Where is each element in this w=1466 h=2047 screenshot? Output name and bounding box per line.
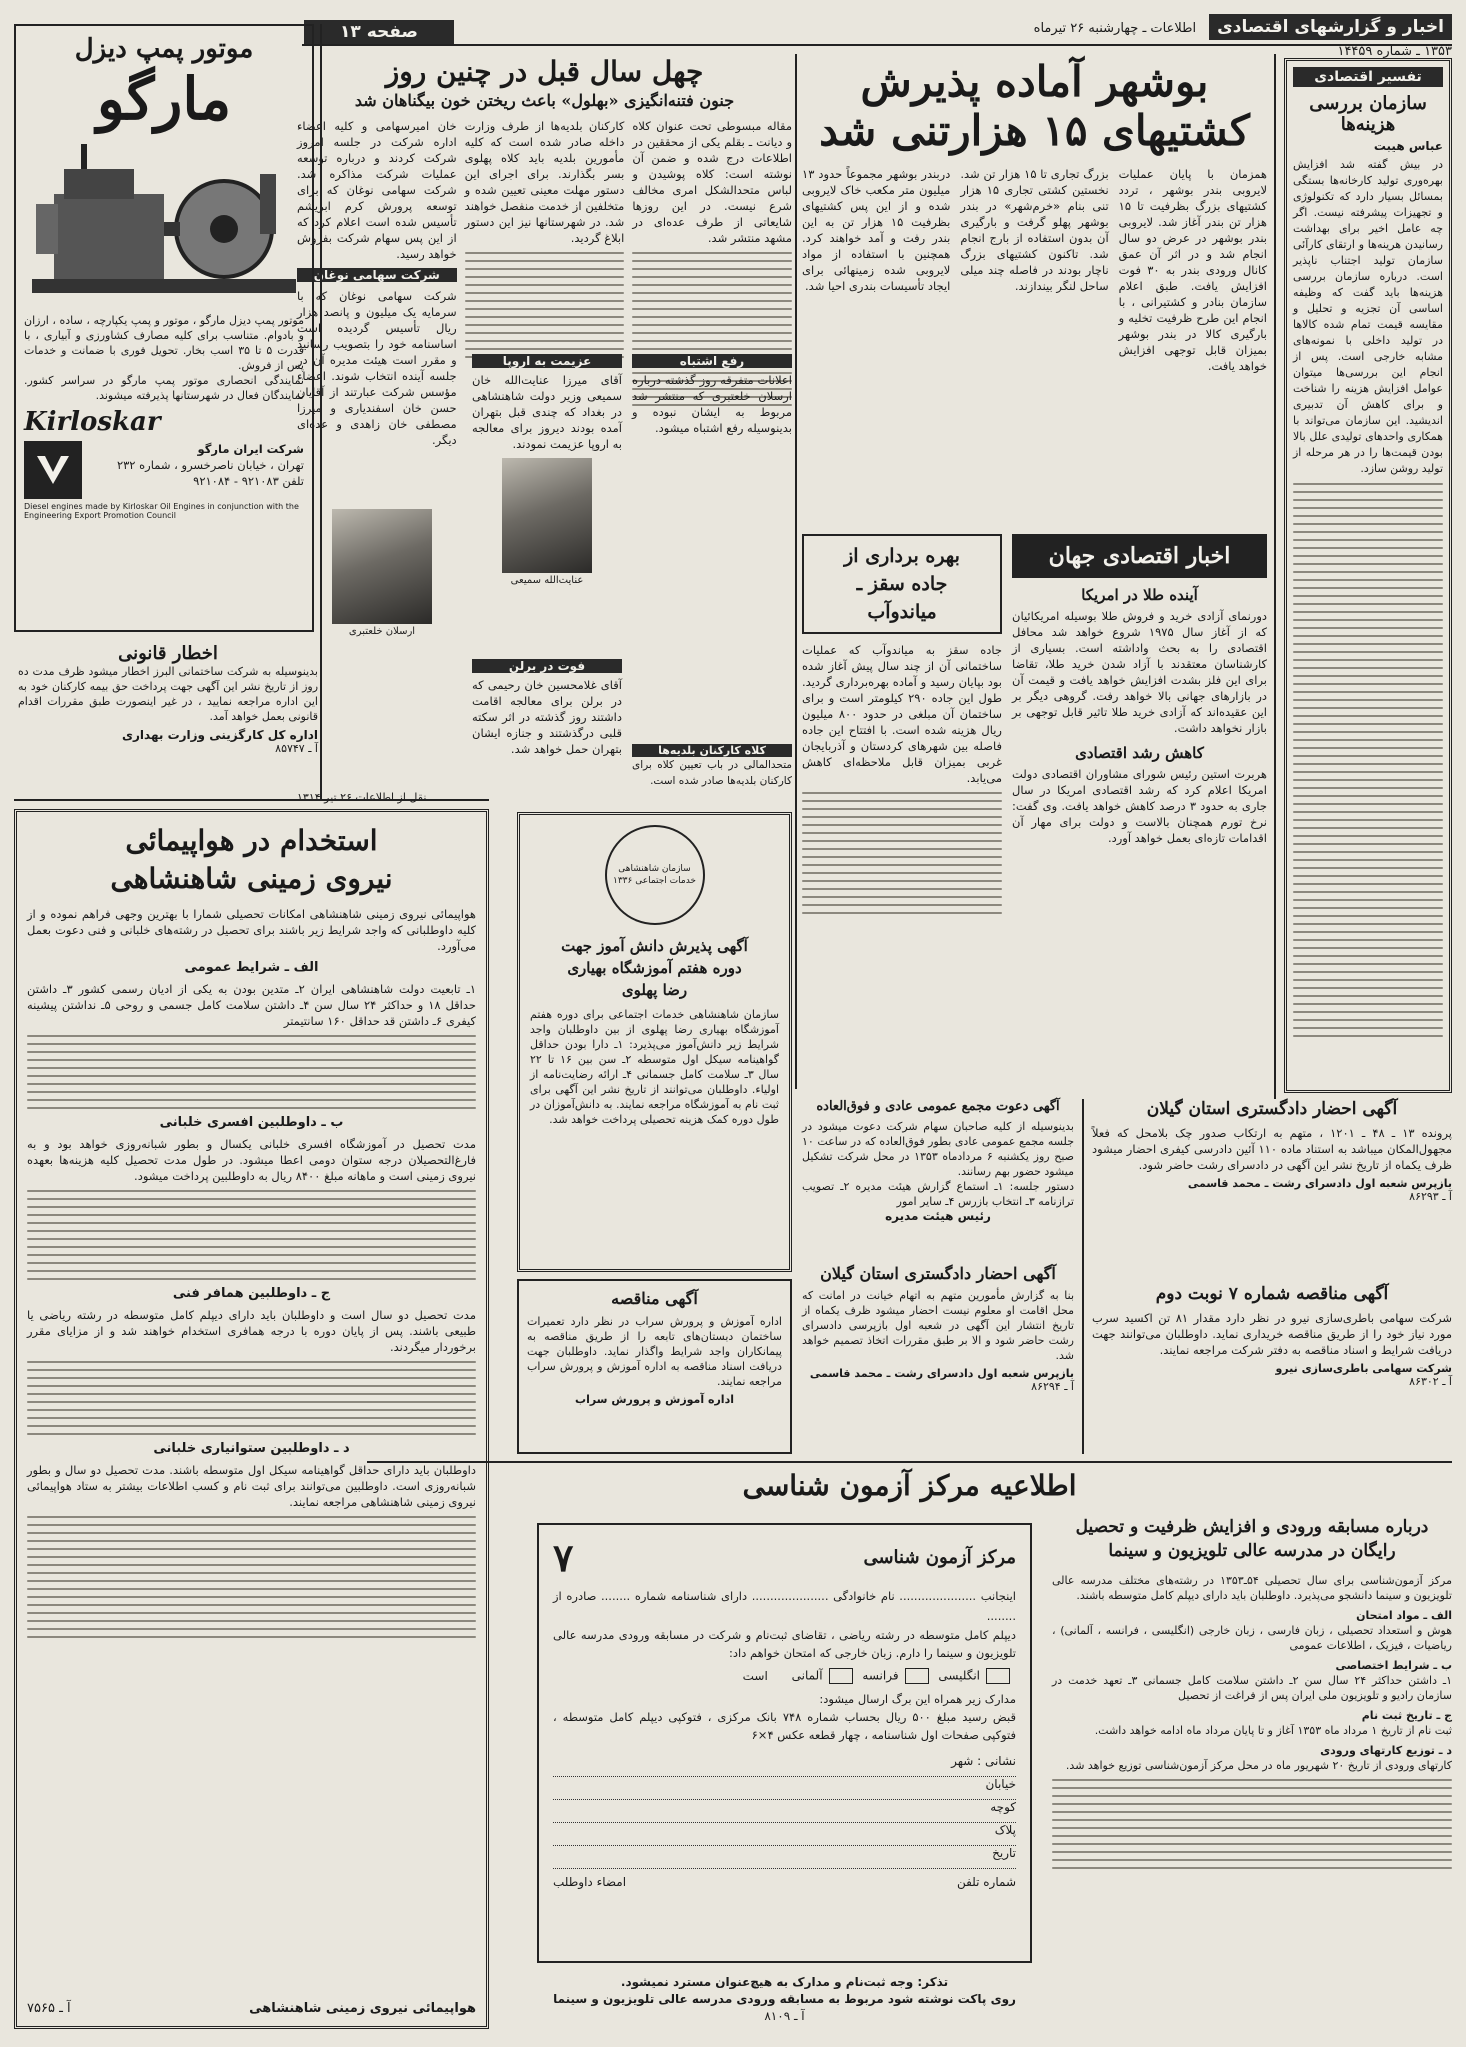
lang-suffix: است bbox=[742, 1668, 768, 1683]
commentary-label: تفسیر اقتصادی bbox=[1293, 67, 1443, 87]
road-title-2: جاده سقز ـ bbox=[856, 573, 948, 595]
portrait-photo-samiei bbox=[502, 458, 592, 573]
hats-title: کلاه کارکنان بلدیه‌ها bbox=[632, 744, 792, 757]
growth-subtitle: کاهش رشد اقتصادی bbox=[1075, 744, 1204, 762]
growth-body: هربرت استین رئیس شورای مشاوران اقتصادی دولت امریکا اعلام کرد که رشد اقتصادی امریکا در سال جاری به حدود ۳ درصد کاهش خواهد یافت. وی گفت: نرخ تورم همچنان بالاست و دولت برای مهار آن اقدامات تازه‌ای بعمل خواهد آورد. bbox=[1012, 767, 1268, 845]
rafea-body: اعلانات متفرقه روز گذشته درباره ارسلان خلعتبری که منتشر شد مربوط به ایشان نبوده و بدینوسیله رفع اشتباه میشود. bbox=[632, 373, 792, 435]
road-text-continuation bbox=[802, 792, 1002, 914]
address-alley-field[interactable] bbox=[553, 1800, 1016, 1823]
world-news-title: اخبار اقتصادی جهان bbox=[1012, 534, 1267, 578]
address-alley-label: کوچه bbox=[990, 1800, 1016, 1814]
court-1-sign: بازپرس شعبه اول دادسرای رشت ـ محمد قاسمی bbox=[1187, 1177, 1452, 1190]
tender-sign: شرکت سهامی باطری‌سازی نیرو bbox=[1275, 1362, 1452, 1375]
exam-footer-2: روی پاکت نوشته شود مربوط به مسابقه ورودی مدرسه عالی تلویزیون و سینما bbox=[553, 1992, 1016, 2006]
air-force-intro: هواپیمائی نیروی زمینی شاهنشاهی امکانات تحصیلی شمارا با بهترین وجهی فراهم نموده و از کلیه داوطلبانی که واجد شرایط زیر باشند برای تحصیل در رشته‌های خلبانی و فنی دعوت بعمل می‌آورد. bbox=[27, 907, 476, 953]
gold-subtitle: آینده طلا در امریکا bbox=[1081, 586, 1198, 604]
air-force-sign: هواپیمائی نیروی زمینی شاهنشاهی bbox=[249, 2001, 476, 2016]
world-economic-news bbox=[1012, 534, 1267, 1089]
bushehr-headline-2: کشتیهای ۱۵ هزارتنی شد bbox=[819, 106, 1250, 155]
portrait-photo-khalatbari bbox=[332, 509, 432, 624]
address-number-field[interactable] bbox=[553, 1823, 1016, 1846]
section-rule bbox=[14, 799, 489, 801]
forty-years-footer: نقل از اطلاعات ۲۶ تیر ۱۳۱۴ bbox=[297, 791, 427, 804]
legal-notice-title: اخطار قانونی bbox=[118, 643, 218, 664]
nowghan-title: شرکت سهامی نوغان bbox=[297, 268, 457, 282]
forty-col-b-continuation bbox=[465, 252, 625, 358]
court-2-sign: بازپرس شعبه اول دادسرای رشت ـ محمد قاسمی bbox=[809, 1367, 1074, 1380]
bushehr-article bbox=[802, 58, 1267, 508]
legal-notice bbox=[14, 639, 322, 797]
seal-text: سازمان شاهنشاهی خدمات اجتماعی ۱۳۳۶ bbox=[613, 864, 696, 886]
court-1-title: آگهی احضار دادگستری استان گیلان bbox=[1146, 1099, 1398, 1119]
road-article bbox=[802, 534, 1002, 1089]
registration-form bbox=[537, 1523, 1032, 1963]
signature-label: امضاء داوطلب bbox=[553, 1875, 627, 1889]
air-force-title-1: استخدام در هواپیمائی bbox=[125, 824, 378, 857]
school-title-2: دوره هفتم آموزشگاه بهیاری bbox=[567, 959, 742, 977]
berlin-title: فوت در برلن bbox=[472, 659, 622, 673]
shareholders-title: آگهی دعوت مجمع عمومی عادی و فوق‌العاده bbox=[816, 1099, 1060, 1114]
commentary-title: سازمان بررسی هزینه‌ها bbox=[1309, 93, 1427, 135]
forty-col-b: کارکنان بلدیه‌ها از طرف وزارت داخله صادر شده است که کلیه مأمورین بلدیه باید کلاه پهلوی بسر بگذارند. برای اجرای این دستور مهلت معینی تعیین شده و متخلفین از خدمت منفصل خواهند شد. در شهرستانها نیز این دستور ابلاغ گردید. bbox=[464, 119, 625, 245]
shareholders-agenda: دستور جلسه: ۱ـ استماع گزارش هیئت مدیره ۲ـ تصویب ترازنامه ۳ـ انتخاب بازرس ۴ـ سایر امور bbox=[802, 1180, 1075, 1208]
sarab-tender-title: آگهی مناقصه bbox=[611, 1289, 698, 1308]
margo-brand: مارگو bbox=[96, 65, 232, 133]
exam-rules bbox=[1052, 1573, 1452, 1875]
road-title-3: میاندوآب bbox=[867, 601, 937, 623]
bushehr-headline-1: بوشهر آماده پذیرش bbox=[860, 57, 1209, 106]
form-docs: قبض رسید مبلغ ۵۰۰ ریال بحساب شماره ۷۴۸ بانک مرکزی ، فتوکپی دیپلم کامل متوسطه ، فتوکپی صفحات اول شناسنامه ، چهار قطعه عکس ۴×۶ bbox=[553, 1710, 1016, 1742]
bushehr-col-3: دربندر بوشهر مجموعاً حدود ۱۳ میلیون متر مکعب خاک لایروبی شده و از این پس کشتیهای بظرفیت ۱۵ هزار تن به این بندر رفت و آمد خواهند کرد. همچنین با استفاده از مواد لایروبی شده زمینهائی برای ایجاد تأسیسات بندری احیا شد. bbox=[802, 167, 951, 293]
column-rule bbox=[1274, 54, 1276, 1099]
header-rule bbox=[302, 44, 1452, 46]
exam-footer-1: تذکر: وجه ثبت‌نام و مدارک به هیچ‌عنوان مسترد نمیشود. bbox=[620, 1975, 949, 1989]
shareholders-body: بدینوسیله از کلیه صاحبان سهام شرکت دعوت میشود در جلسه مجمع عمومی عادی بطور فوق‌العاده که در ساعت ۱۰ صبح روز یکشنبه ۶ مردادماه ۱۳۵۳ در محل شرکت تشکیل میشود حضور بهم رسانند. bbox=[802, 1120, 1074, 1178]
exam-title: اطلاعیه مرکز آزمون شناسی bbox=[742, 1469, 1077, 1502]
tender-title: آگهی مناقصه شماره ۷ نوبت دوم bbox=[1155, 1284, 1389, 1304]
air-force-sec-1: الف ـ شرایط عمومی bbox=[184, 960, 319, 975]
form-line-3: مدارک زیر همراه این برگ ارسال میشود: bbox=[819, 1692, 1016, 1706]
margo-ad-body: موتور پمپ دیزل مارگو ، موتور و پمپ یکپارچه ، ساده ، ارزان و بادوام. متناسب برای کلیه مصارف کشاورزی و آبیاری ، با قدرت ۵ تا ۳۵ اسب بخار. تحویل فوری با ضمانت و خدمات پس از فروش. bbox=[24, 314, 305, 372]
bushehr-col-1: همزمان با پایان عملیات لایروبی بندر بوشهر ، تردد کشتیهای بزرگ بظرفیت تا ۱۵ هزار تن بندر آغاز شد. لایروبی بندر بوشهر در عرض دو سال انجام شد و در اثر آن عمق کانال ورودی بندر به ۳۰ فوت افزایش یافت. طبق اعلام سازمان بنادر و کشتیرانی ، با انجام این طرح ظرفیت تخلیه و بارگیری کالا در بندر بوشهر بمیزان قابل توجهی افزایش خواهد یافت. bbox=[1118, 167, 1267, 373]
form-line-2: دیپلم کامل متوسطه در رشته ریاضی ، تقاضای ثبت‌نام و شرکت در مسابقه ورودی مدرسه عالی تلویزیون و سینما را دارم. زبان خارجی که امتحان خواهم داد: bbox=[553, 1628, 1016, 1660]
forty-col-c: خان امیرسهامی و کلیه اعضاء اداره شرکت در جلسه امروز شرکت کردند و درباره توسعه عملیات شرکت مذاکره شد. شرکت سهامی نوغان که برای توسعه پرورش کرم ابریشم تأسیس شده است اعلام کرد که از این پس سهام شرکت بفروش خواهد رسید. bbox=[296, 119, 457, 261]
nowghan-body: شرکت سهامی نوغان که با سرمایه یک میلیون و پانصد هزار ریال تأسیس گردیده است اساسنامه خود را بتصویب رسانید و مقرر است هیئت مدیره آن در جلسه آینده انتخاب شوند. اعضاء مؤسس شرکت عبارتند از آقایان حسن خان اسفندیاری و میرزا مصطفی خان زاهدی و عده‌ای دیگر. bbox=[296, 289, 457, 447]
exam-intro: مرکز آزمون‌شناسی برای سال تحصیلی ۵۴ـ۱۳۵۳ در رشته‌های مختلف مدرسه عالی تلویزیون و سینما دانشجو می‌پذیرد. داوطلبان باید دارای دیپلم کامل متوسطه باشند. bbox=[1052, 1574, 1452, 1602]
german-checkbox[interactable] bbox=[829, 1668, 853, 1684]
air-force-body-2: مدت تحصیل در آموزشگاه افسری خلبانی یکسال و بطور شبانه‌روزی خواهد بود و به فارغ‌التحصیلان درجه ستوان دومی اعطا میشود. در طول مدت تحصیل کلیه هزینه‌ها بعهده نیروی زمینی است و ماهانه مبلغ ۸۴۰۰ ریال به داوطلبین پرداخت میشود. bbox=[27, 1137, 476, 1183]
margo-company: شرکت ایران مارگو bbox=[197, 442, 304, 456]
shareholders-sign: رئیس هیئت مدیره bbox=[885, 1209, 991, 1223]
air-force-ref: آ ـ ۷۵۶۵ bbox=[27, 2001, 71, 2016]
berlin-body: آقای غلامحسین خان رحیمی که در برلن برای معالجه اقامت داشتند روز گذشته در اثر سکته قلبی درگذشتند و جنازه ایشان بتهران حمل خواهد شد. bbox=[472, 678, 622, 756]
legal-notice-body: بدینوسیله به شرکت ساختمانی البرز اخطار میشود ظرف مدت ده روز از تاریخ نشر این آگهی جهت پرداخت حق بیمه کارکنان خود به این اداره مراجعه نمایید ، در غیر اینصورت طبق مقررات اقدام قانونی بعمل خواهد آمد. bbox=[18, 665, 318, 723]
address-street-field[interactable] bbox=[553, 1777, 1016, 1800]
address-city-field[interactable] bbox=[553, 1754, 1016, 1777]
air-force-text-3 bbox=[27, 1361, 476, 1435]
tender-body: شرکت سهامی باطری‌سازی نیرو در نظر دارد مقدار ۸۱ تن اکسید سرب مورد نیاز خود را از طریق مناقصه خریداری نماید. داوطلبان می‌توانند جهت دریافت شرایط و اسناد مناقصه به دفتر شرکت مراجعه نمایند. bbox=[1092, 1311, 1452, 1357]
section-title: اخبار و گزارشهای اقتصادی bbox=[1209, 14, 1452, 40]
air-force-items-1: ۱ـ تابعیت دولت شاهنشاهی ایران ۲ـ متدین بودن به یکی از ادیان رسمی کشور ۳ـ داشتن حداقل ۱۸ و حداکثر ۲۴ سال سن ۴ـ داشتن سلامت کامل جسمی و روحی ۵ـ نداشتن پیشینه کیفری ۶ـ داشتن قد حداقل ۱۶۰ سانتیمتر bbox=[27, 982, 477, 1028]
forty-years-subhead: جنون فتنه‌انگیزی «بهلول» باعث ریختن خون بیگناهان شد bbox=[354, 91, 735, 110]
air-force-sec-4: د ـ داوطلبین ستوانیاری خلبانی bbox=[153, 1441, 350, 1456]
tender-ref: آ ـ ۸۶۳۰۲ bbox=[1409, 1375, 1452, 1388]
paris-title: عزیمت به اروپا bbox=[472, 354, 622, 368]
exam-center-notice bbox=[367, 1469, 1452, 2029]
school-title-3: رضا پهلوی bbox=[621, 981, 688, 999]
road-body: جاده سقز به میاندوآب که عملیات ساختمانی آن از چند سال پیش آغاز شده بود بپایان رسید و آماده بهره‌برداری گردید. طول این جاده ۲۹۰ کیلومتر است و برای ساختمان آن مبلغی در حدود ۸۰۰ میلیون ریال هزینه شده است. با افتتاح این جاده فاصله بین شهرهای کردستان و آذربایجان غربی بمیزان قابل ملاحظه‌ای کاهش می‌یابد. bbox=[802, 643, 1002, 785]
exam-sec-3: ج ـ تاریخ ثبت نام bbox=[1361, 1709, 1452, 1722]
court-2-ref: آ ـ ۸۶۲۹۴ bbox=[1031, 1380, 1074, 1393]
iran-margo-logo bbox=[24, 441, 82, 499]
legal-notice-ref: آ ـ ۸۵۷۴۷ bbox=[275, 742, 318, 755]
bushehr-col-2: بزرگ تجاری تا ۱۵ هزار تن شد. نخستین کشتی تجاری ۱۵ هزار تنی بنام «خرم‌شهر» در بندر بوشهر پهلو گرفت و بارگیری آن بدون استفاده از بارج انجام شد. تاکنون کشتیهای بزرگ ناچار بودند در فاصله چند میلی ساحل لنگر بیندازند. bbox=[960, 167, 1109, 293]
court-1-body: پرونده ۱۳ ـ ۴۸ ـ ۱۲۰۱ ، متهم به ارتکاب صدور چک بلامحل که فعلاً مجهول‌المکان میباشد به استناد ماده ۱۱۰ آئین دادرسی کیفری احضار میشود ظرف یکماه از تاریخ نشر این آگهی در دادسرای رشت حاضر شود. bbox=[1092, 1126, 1453, 1172]
german-label: آلمانی bbox=[791, 1668, 823, 1683]
page-label-box bbox=[304, 20, 454, 44]
air-force-sec-3: ج ـ داوطلبین همافر فنی bbox=[172, 1286, 331, 1301]
page-label: صفحه ۱۳ bbox=[304, 20, 454, 44]
legal-notice-signer: اداره کل کارگزینی وزارت بهداری bbox=[122, 728, 318, 742]
column-rule bbox=[320, 24, 322, 799]
exam-items-2: ۱ـ داشتن حداکثر ۲۴ سال سن ۲ـ داشتن سلامت کامل جسمانی ۳ـ تعهد خدمت در سازمان رادیو و تلویزیون ملی ایران پس از فراغت از تحصیل bbox=[1052, 1674, 1452, 1702]
exam-ref: آ ـ ۸۱۰۹ bbox=[764, 2009, 805, 2023]
margo-ad-title: موتور پمپ دیزل bbox=[74, 34, 254, 64]
court-2-body: بنا به گزارش مأمورین متهم به اتهام خیانت در امانت که محل اقامت او معلوم نیست احضار میشود ظرف یکماه از تاریخ انتشار این آگهی در شعبه اول بازپرسی دادسرای رشت حاضر شود و الا بر طبق مقررات اتخاذ تصمیم خواهد شد. bbox=[802, 1289, 1074, 1362]
french-checkbox[interactable] bbox=[905, 1668, 929, 1684]
english-checkbox[interactable] bbox=[986, 1668, 1010, 1684]
rafea-title: رفع اشتباه bbox=[632, 354, 792, 368]
kirloskar-logo: Kirloskar bbox=[24, 407, 161, 437]
economic-commentary bbox=[1284, 58, 1452, 1093]
exam-items-4: کارتهای ورودی از تاریخ ۲۰ شهریور ماه در محل مرکز آزمون‌شناسی توزیع خواهد شد. bbox=[1065, 1759, 1452, 1772]
exam-sec-1: الف ـ مواد امتحان bbox=[1356, 1609, 1452, 1622]
paris-body: آقای میرزا عنایت‌الله خان سمیعی وزیر دولت شاهنشاهی در بغداد که چندی قبل بتهران آمده بودند دیروز برای معالجه به اروپا عزیمت نمودند. bbox=[472, 373, 622, 451]
section-header bbox=[1007, 14, 1452, 59]
forty-years-ago bbox=[297, 54, 792, 804]
gold-body: دورنمای آزادی خرید و فروش طلا بوسیله امریکائیان که از آغاز سال ۱۹۷۵ شروع خواهد شد محافل اقتصادی را به بحث واداشته است. بسیاری از کارشناسان معتقدند با آزاد شدن خرید طلا، تقاضا برای این فلز بشدت افزایش خواهد یافت و قیمت آن در بازارهای جهانی بالا خواهد رفت. گروهی دیگر بر این عقیده‌اند که آزادی خرید طلا تاثیر قابل توجهی بر بازار نخواهد داشت. bbox=[1012, 609, 1267, 735]
exam-sec-2: ب ـ شرایط اختصاصی bbox=[1335, 1659, 1452, 1672]
margo-ad-extra: نمایندگی انحصاری موتور پمپ مارگو در سراسر کشور. نمایندگان فعال در شهرستانها پذیرفته میشوند. bbox=[24, 374, 304, 402]
air-force-text-4 bbox=[27, 1516, 476, 1638]
margo-address: تهران ، خیابان ناصرخسرو ، شماره ۲۳۲ bbox=[116, 458, 304, 472]
exam-sec-4: د ـ توزیع کارتهای ورودی bbox=[1320, 1744, 1452, 1757]
publication-line: اطلاعات ـ چهارشنبه ۲۶ تیرماه ۱۳۵۳ ـ شماره ۱۴۴۵۹ bbox=[1033, 21, 1452, 59]
gilan-court-notice-2 bbox=[802, 1264, 1074, 1454]
date-field[interactable] bbox=[553, 1846, 1016, 1869]
commentary-text-continuation bbox=[1293, 483, 1443, 1037]
pump-engine-illustration bbox=[24, 134, 304, 309]
newspaper-page bbox=[14, 14, 1452, 2034]
air-force-sec-2: ب ـ داوطلبین افسری خلبانی bbox=[159, 1115, 344, 1130]
exam-items-3: ثبت نام از تاریخ ۱ مرداد ماه ۱۳۵۳ آغاز و تا پایان مرداد ماه ادامه خواهد داشت. bbox=[1094, 1724, 1452, 1737]
school-title-1: آگهی پذیرش دانش آموز جهت bbox=[561, 937, 748, 955]
commentary-author: عباس هیبت bbox=[1373, 139, 1443, 153]
date-label: تاریخ bbox=[992, 1846, 1016, 1860]
section-rule bbox=[367, 1461, 1452, 1463]
exam-footer bbox=[537, 1974, 1032, 2025]
tender-notice bbox=[1092, 1284, 1452, 1454]
sarab-tender-body: اداره آموزش و پرورش سراب در نظر دارد تعمیرات ساختمان دبستان‌های تابعه را از طریق مناقصه به پیمانکاران واجد شرایط واگذار نماید. داوطلبان جهت دریافت اسناد مناقصه به اداره آموزش و پرورش سراب مراجعه نمایند. bbox=[527, 1315, 782, 1388]
form-title: مرکز آزمون شناسی bbox=[863, 1547, 1016, 1568]
air-force-text-1 bbox=[27, 1035, 476, 1109]
air-force-body-3: مدت تحصیل دو سال است و داوطلبان باید دارای دیپلم کامل متوسطه در رشته ریاضی یا طبیعی باشند. پس از پایان دوره با درجه همافری استخدام خواهند شد و از مزایای مقرر برخوردار میگردند. bbox=[27, 1308, 476, 1354]
shareholders-meeting bbox=[802, 1099, 1074, 1259]
form-line-1: اینجانب ..................... نام خانوادگی ..................... دارای شناسنامه شماره ........ صادره از ........ bbox=[553, 1589, 1016, 1623]
air-force-recruitment bbox=[14, 809, 489, 2029]
court-1-ref: آ ـ ۸۶۲۹۳ bbox=[1409, 1190, 1452, 1203]
form-number: ۷ bbox=[553, 1535, 574, 1580]
sarab-tender bbox=[517, 1279, 792, 1454]
margo-pump-ad bbox=[14, 24, 314, 632]
air-force-body-4: داوطلبان باید دارای حداقل گواهینامه سیکل اول متوسطه باشند. مدت تحصیل دو سال و بطور شبانه‌روزی است. داوطلبین می‌توانند برای ثبت نام و کسب اطلاعات بیشتر به ستاد هواپیمائی نیروی زمینی شاهنشاهی مراجعه نمایند. bbox=[27, 1463, 476, 1509]
hats-body: متحدالمالی در باب تعیین کلاه برای کارکنان بلدیه‌ها صادر شده است. bbox=[632, 759, 792, 787]
school-body: سازمان شاهنشاهی خدمات اجتماعی برای دوره هفتم آموزشگاه بهیاری رضا پهلوی از بین داوطلبان واجد شرایط زیر دانش‌آموز می‌پذیرد: ۱ـ دارا بودن حداقل گواهینامه سیکل اول متوسطه ۲ـ سن بین ۱۶ تا ۲۲ سال ۳ـ سلامت کامل جسمانی ۴ـ ارائه رضایت‌نامه از اولیاء. داوطلبان می‌توانند از تاریخ نشر این آگهی برای ثبت نام به آموزشگاه مراجعه نمایند. به دانش‌آموزان در طول دوره کمک هزینه تحصیلی پرداخت خواهد شد. bbox=[530, 1008, 779, 1126]
sarab-tender-sign: اداره آموزش و پرورش سراب bbox=[575, 1393, 734, 1406]
exam-subtitle: درباره مسابقه ورودی و افزایش ظرفیت و تحصیل رایگان در مدرسه عالی تلویزیون و سینما bbox=[1075, 1517, 1429, 1561]
nursing-school-ad bbox=[517, 812, 792, 1272]
address-number-label: پلاک bbox=[994, 1823, 1016, 1837]
english-label: انگلیسی bbox=[938, 1668, 980, 1683]
language-options bbox=[553, 1668, 1016, 1684]
margo-phone: تلفن ۹۲۱۰۸۳ - ۹۲۱۰۸۴ bbox=[193, 474, 304, 488]
court-2-title: آگهی احضار دادگستری استان گیلان bbox=[820, 1264, 1056, 1283]
exam-text-continuation bbox=[1052, 1779, 1452, 1869]
gilan-court-notice-1 bbox=[1092, 1099, 1452, 1279]
forty-col-a: مقاله مبسوطی تحت عنوان کلاه و دیانت ـ بقلم یکی از محققین در اطلاعات درج شده و ضمن آن نوشته است: کلاه پوشیدن و لباس متحدالشکل امری مخالف شرع نیست. در این روزها شایعاتی از طرف عده‌ای در مشهد منتشر شد. bbox=[632, 119, 792, 245]
phone-label: شماره تلفن bbox=[956, 1875, 1016, 1889]
commentary-body: در بیش گفته شد افزایش بهره‌وری تولید کارخانه‌ها بستگی بمسائل بسیار دارد که تکنولوژی و تجهیزات پیشرفته نیست. اگر چه عامل اخیر برای بهداشت رسانیدن هرینه‌ها و ارتقای کارآئی سازمان تولید اجتناب ناپذیر است. درباره سازمان بررسی هزینه‌ها باید گفت که وظیفه اساسی آن تجزیه و تحلیل و مقایسه قیمت تمام شده کالاها در تولید داخلی با نمونه‌های مشابه خارجی است. پس از انجام این بررسی‌ها میتوان عوامل افزایش هزینه را شناخت و برای کاهش آن تدبیری اندیشید. این سازمان می‌تواند با همکاری واحدهای تولیدی علل بالا بودن قیمت‌ها را در هر مرحله از تولید روشن سازد. bbox=[1293, 158, 1443, 475]
air-force-title-2: نیروی زمینی شاهنشاهی bbox=[110, 862, 393, 895]
seal-logo bbox=[605, 825, 705, 925]
photo-caption-khalatbari: ارسلان خلعتبری bbox=[348, 626, 416, 637]
address-city-label: نشانی : شهر bbox=[951, 1754, 1016, 1768]
column-rule bbox=[795, 54, 797, 1089]
forty-years-headline: چهل سال قبل در چنین روز bbox=[385, 55, 704, 88]
french-label: فرانسه bbox=[862, 1668, 899, 1683]
export-council-tag: Diesel engines made by Kirloskar Oil Engines in conjunction with the Engineering Export Promotion Council bbox=[24, 502, 299, 520]
column-rule bbox=[1082, 1099, 1084, 1454]
air-force-text-2 bbox=[27, 1190, 476, 1280]
photo-caption-samiei: عنایت‌الله سمیعی bbox=[510, 575, 584, 586]
address-street-label: خیابان bbox=[985, 1777, 1016, 1791]
exam-items-1: هوش و استعداد تحصیلی ، زبان فارسی ، زبان خارجی (انگلیسی ، فرانسه ، آلمانی) ، ریاضیات ، فیزیک ، اطلاعات عمومی bbox=[1052, 1624, 1452, 1652]
road-title-1: بهره برداری از bbox=[844, 545, 960, 567]
